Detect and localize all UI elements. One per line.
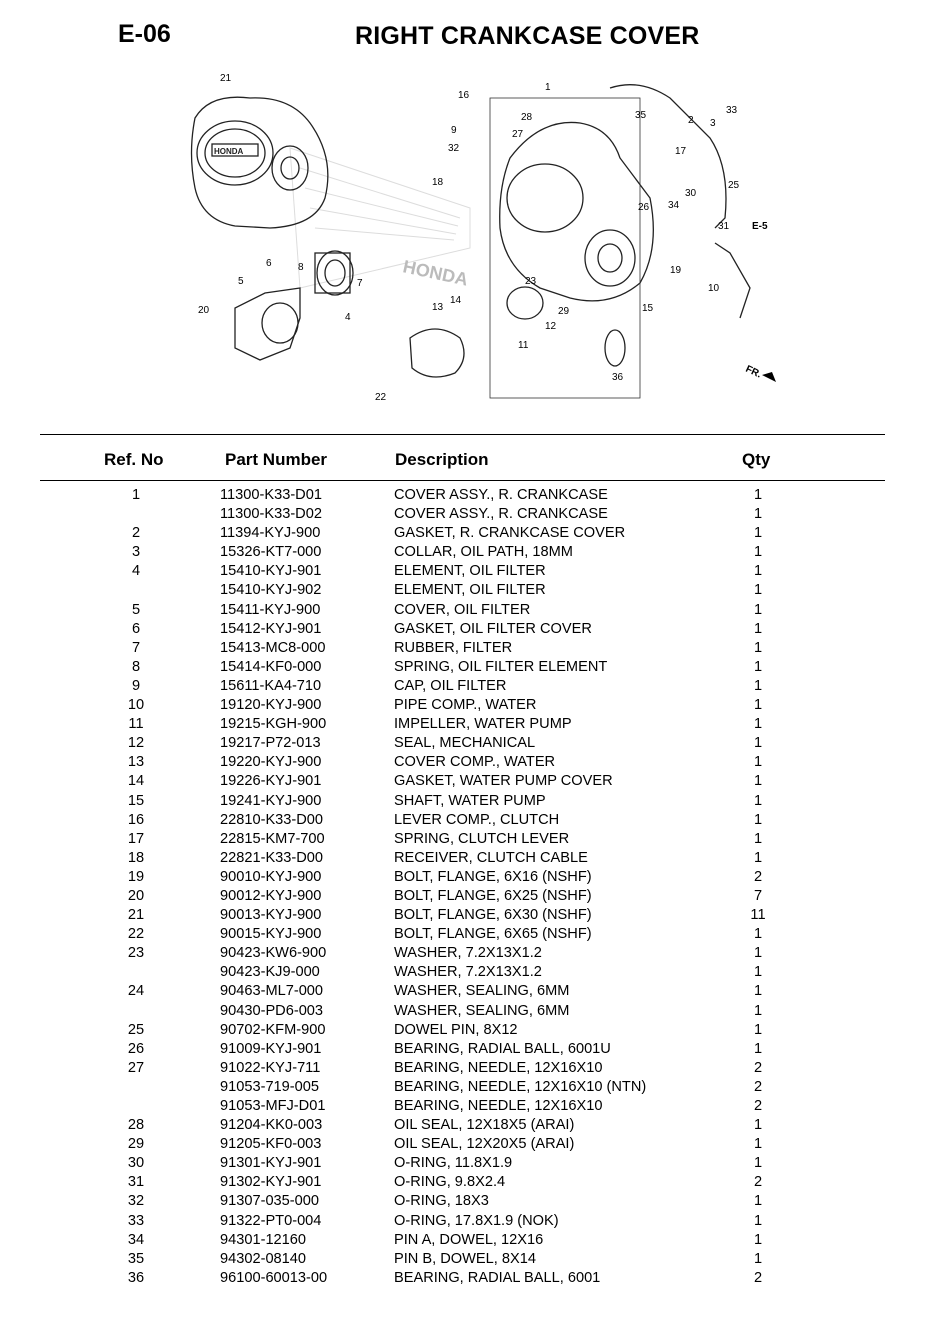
callout-18: 18 — [432, 177, 444, 188]
description-cell: WASHER, SEALING, 6MM — [394, 1002, 570, 1019]
callout-22: 22 — [375, 392, 387, 403]
column-header-qty: Qty — [742, 450, 771, 469]
part-number-cell: 91022-KYJ-711 — [220, 1059, 321, 1076]
ref-cell: 28 — [127, 1117, 145, 1134]
callout-26: 26 — [638, 202, 650, 213]
callout-1: 1 — [545, 82, 551, 93]
description-cell: COVER, OIL FILTER — [394, 601, 531, 618]
part-number-cell: 90013-KYJ-900 — [220, 907, 322, 924]
callout-2: 2 — [688, 115, 694, 126]
callout-8: 8 — [298, 262, 304, 273]
table-row — [0, 772, 933, 791]
ref-cell: 3 — [131, 544, 141, 561]
ref-cell: 33 — [127, 1212, 145, 1229]
part-number-cell: 94301-12160 — [220, 1231, 307, 1248]
crankcase-cover-drawing — [490, 98, 653, 398]
description-cell: GASKET, WATER PUMP COVER — [394, 773, 613, 790]
callout-13: 13 — [432, 302, 444, 313]
qty-cell: 1 — [753, 487, 763, 503]
qty-cell: 1 — [753, 506, 763, 523]
qty-cell: 2 — [753, 1269, 763, 1286]
callout-27: 27 — [512, 129, 524, 140]
description-cell: COVER COMP., WATER — [394, 754, 556, 771]
part-number-cell: 91302-KYJ-901 — [220, 1174, 322, 1191]
table-row — [0, 715, 933, 734]
description-cell: SHAFT, WATER PUMP — [394, 792, 546, 809]
description-cell: BEARING, RADIAL BALL, 6001 — [394, 1269, 601, 1286]
description-cell: GASKET, R. CRANKCASE COVER — [394, 525, 626, 542]
description-cell: PIN A, DOWEL, 12X16 — [394, 1231, 544, 1248]
callout-16: 16 — [458, 90, 470, 101]
part-number-cell: 22810-K33-D00 — [220, 811, 324, 828]
table-row — [0, 696, 933, 715]
part-number-cell: 91322-PT0-004 — [220, 1212, 322, 1229]
ref-cell: 22 — [127, 926, 145, 943]
description-cell: O-RING, 18X3 — [394, 1193, 489, 1210]
description-cell: PIN B, DOWEL, 8X14 — [394, 1250, 536, 1267]
ref-cell: 25 — [127, 1021, 145, 1038]
ref-cell: 7 — [131, 639, 141, 656]
part-number-cell: 11300-K33-D01 — [220, 487, 322, 503]
ref-cell: 30 — [127, 1155, 145, 1172]
table-row — [0, 1002, 933, 1021]
ref-cell: 2 — [131, 525, 141, 542]
callout-11: 11 — [518, 340, 529, 351]
description-cell: O-RING, 11.8X1.9 — [394, 1155, 513, 1172]
table-row — [0, 1078, 933, 1097]
ref-cell: 10 — [127, 697, 145, 714]
table-row — [0, 1250, 933, 1269]
qty-cell: 1 — [753, 601, 763, 618]
part-number-cell: 15414-KF0-000 — [220, 658, 322, 675]
part-number-cell: 19220-KYJ-900 — [220, 754, 322, 771]
part-number-cell: 15410-KYJ-901 — [220, 563, 322, 580]
ref-cell: 26 — [127, 1040, 145, 1057]
callout-17: 17 — [675, 146, 687, 157]
table-row — [0, 830, 933, 849]
qty-cell: 2 — [753, 1059, 763, 1076]
callout-32: 32 — [448, 143, 460, 154]
callout-31: 31 — [718, 221, 730, 232]
qty-cell: 1 — [753, 1136, 763, 1153]
description-cell: LEVER COMP., CLUTCH — [394, 811, 560, 828]
description-cell: SEAL, MECHANICAL — [394, 735, 536, 752]
ref-cell: 20 — [127, 887, 145, 904]
ref-cell: 12 — [127, 735, 145, 752]
description-cell: BOLT, FLANGE, 6X16 (NSHF) — [394, 868, 592, 885]
description-cell: CAP, OIL FILTER — [394, 677, 507, 694]
callout-15: 15 — [642, 303, 654, 314]
qty-cell: 1 — [753, 1155, 763, 1172]
ref-cell: 21 — [127, 907, 145, 924]
table-row — [0, 505, 933, 524]
ref-cell: 16 — [127, 811, 145, 828]
front-direction-arrow-icon — [762, 372, 776, 382]
description-cell: RUBBER, FILTER — [394, 639, 513, 656]
part-number-cell: 15413-MC8-000 — [220, 639, 326, 656]
qty-cell: 2 — [753, 868, 763, 885]
description-cell: IMPELLER, WATER PUMP — [394, 716, 572, 733]
description-cell: RECEIVER, CLUTCH CABLE — [394, 849, 588, 866]
description-cell: PIPE COMP., WATER — [394, 697, 537, 714]
ref-cell: 9 — [131, 677, 141, 694]
table-row — [0, 1116, 933, 1135]
table-top-rule — [40, 434, 885, 435]
ref-cell: 19 — [127, 868, 145, 885]
cover-brand-text: HONDA — [214, 147, 244, 156]
callout-3: 3 — [710, 118, 716, 129]
description-cell: O-RING, 17.8X1.9 (NOK) — [394, 1212, 559, 1229]
ref-cell: 6 — [131, 620, 141, 637]
qty-cell: 1 — [753, 983, 763, 1000]
table-row — [0, 753, 933, 772]
table-row — [0, 906, 933, 925]
ref-cell: 29 — [127, 1136, 145, 1153]
description-cell: BOLT, FLANGE, 6X65 (NSHF) — [394, 926, 592, 943]
qty-cell: 1 — [753, 926, 763, 943]
ref-cell: 31 — [127, 1174, 145, 1191]
part-number-cell: 90702-KFM-900 — [220, 1021, 326, 1038]
callout-34: 34 — [668, 200, 680, 211]
callout-14: 14 — [450, 295, 462, 306]
description-cell: BOLT, FLANGE, 6X30 (NSHF) — [394, 907, 592, 924]
description-cell: WASHER, 7.2X13X1.2 — [394, 964, 542, 981]
part-number-cell: 91053-MFJ-D01 — [220, 1098, 326, 1114]
description-cell: SPRING, CLUTCH LEVER — [394, 830, 570, 847]
qty-cell: 11 — [750, 907, 766, 924]
column-header-description: Description — [395, 450, 489, 469]
callout-25: 25 — [728, 180, 740, 191]
part-number-cell: 91205-KF0-003 — [220, 1136, 322, 1153]
callout-19: 19 — [670, 265, 682, 276]
description-cell: BEARING, NEEDLE, 12X16X10 — [394, 1059, 603, 1076]
part-number-cell: 19226-KYJ-901 — [220, 773, 322, 790]
callout-33: 33 — [726, 105, 738, 116]
ref-cell: 13 — [127, 754, 145, 771]
description-cell: COVER ASSY., R. CRANKCASE — [394, 487, 608, 503]
part-number-cell: 15611-KA4-710 — [220, 677, 322, 694]
table-row — [0, 562, 933, 581]
ref-cell: 5 — [131, 601, 141, 618]
part-number-cell: 90463-ML7-000 — [220, 983, 324, 1000]
part-number-cell: 90423-KW6-900 — [220, 945, 327, 962]
table-row — [0, 1269, 933, 1288]
table-row — [0, 620, 933, 639]
qty-cell: 1 — [753, 697, 763, 714]
part-number-cell: 96100-60013-00 — [220, 1269, 328, 1286]
part-number-cell: 15326-KT7-000 — [220, 544, 322, 561]
description-cell: BEARING, RADIAL BALL, 6001U — [394, 1040, 611, 1057]
ref-cell: 24 — [127, 983, 145, 1000]
table-row — [0, 1059, 933, 1078]
qty-cell: 1 — [753, 1040, 763, 1057]
part-number-cell: 90015-KYJ-900 — [220, 926, 322, 943]
table-row — [0, 1021, 933, 1040]
ref-cell: 17 — [127, 830, 145, 847]
description-cell: GASKET, OIL FILTER COVER — [394, 620, 592, 637]
table-header-rule — [40, 480, 885, 481]
callout-9: 9 — [451, 125, 457, 136]
part-number-cell: 94302-08140 — [220, 1250, 307, 1267]
qty-cell: 2 — [753, 1098, 763, 1114]
qty-cell: 1 — [753, 792, 763, 809]
qty-cell: 1 — [753, 830, 763, 847]
outer-cover-drawing — [192, 97, 328, 228]
callout-29: 29 — [558, 306, 570, 317]
description-cell: SPRING, OIL FILTER ELEMENT — [394, 658, 608, 675]
callout-6: 6 — [266, 258, 272, 269]
qty-cell: 1 — [753, 620, 763, 637]
ref-cell: 15 — [127, 792, 145, 809]
qty-cell: 1 — [753, 1250, 763, 1267]
qty-cell: 1 — [753, 563, 763, 580]
page-title: RIGHT CRANKCASE COVER — [355, 22, 700, 50]
qty-cell: 1 — [753, 1193, 763, 1210]
table-row — [0, 944, 933, 963]
ref-cell: 18 — [127, 849, 145, 866]
ref-cell: 1 — [131, 487, 141, 503]
table-row — [0, 601, 933, 620]
oil-filter-drawing — [235, 251, 353, 360]
page-code: E-06 — [118, 20, 171, 48]
table-row — [0, 963, 933, 982]
qty-cell: 1 — [753, 1231, 763, 1248]
column-header-ref: Ref. No — [104, 450, 164, 469]
ref-cell: 27 — [127, 1059, 145, 1076]
qty-cell: 1 — [753, 525, 763, 542]
qty-cell: 7 — [753, 887, 763, 904]
table-row — [0, 658, 933, 677]
qty-cell: 1 — [753, 754, 763, 771]
qty-cell: 1 — [753, 964, 763, 981]
description-cell: OIL SEAL, 12X18X5 (ARAI) — [394, 1117, 575, 1134]
table-row — [0, 811, 933, 830]
part-number-cell: 90010-KYJ-900 — [220, 868, 322, 885]
qty-cell: 1 — [753, 849, 763, 866]
table-row — [0, 1097, 933, 1116]
part-number-cell: 19215-KGH-900 — [220, 716, 327, 733]
qty-cell: 1 — [753, 735, 763, 752]
description-cell: ELEMENT, OIL FILTER — [394, 582, 546, 599]
table-row — [0, 734, 933, 753]
table-row — [0, 1212, 933, 1231]
description-cell: OIL SEAL, 12X20X5 (ARAI) — [394, 1136, 575, 1153]
ref-cell: 36 — [127, 1269, 145, 1286]
qty-cell: 1 — [753, 811, 763, 828]
part-number-cell: 90012-KYJ-900 — [220, 887, 322, 904]
callout-7: 7 — [357, 278, 363, 289]
qty-cell: 1 — [753, 1117, 763, 1134]
table-row — [0, 925, 933, 944]
qty-cell: 1 — [753, 658, 763, 675]
qty-cell: 1 — [753, 945, 763, 962]
part-number-cell: 19217-P72-013 — [220, 735, 321, 752]
table-row — [0, 1135, 933, 1154]
description-cell: DOWEL PIN, 8X12 — [394, 1021, 518, 1038]
part-number-cell: 90430-PD6-003 — [220, 1002, 324, 1019]
description-cell: BEARING, NEEDLE, 12X16X10 (NTN) — [394, 1078, 647, 1095]
reference-e5-label: E-5 — [752, 221, 768, 232]
table-row — [0, 486, 933, 505]
callout-10: 10 — [708, 283, 720, 294]
callout-36: 36 — [612, 372, 624, 383]
table-row — [0, 543, 933, 562]
table-row — [0, 868, 933, 887]
description-cell: BEARING, NEEDLE, 12X16X10 — [394, 1098, 603, 1114]
table-row — [0, 1192, 933, 1211]
part-number-cell: 15411-KYJ-900 — [220, 601, 321, 618]
callout-23: 23 — [525, 276, 537, 287]
description-cell: ELEMENT, OIL FILTER — [394, 563, 546, 580]
table-row — [0, 982, 933, 1001]
description-cell: BOLT, FLANGE, 6X25 (NSHF) — [394, 887, 592, 904]
part-number-cell: 11394-KYJ-900 — [220, 525, 321, 542]
callout-12: 12 — [545, 321, 557, 332]
callout-4: 4 — [345, 312, 351, 323]
part-number-cell: 19120-KYJ-900 — [220, 697, 322, 714]
ref-cell: 35 — [127, 1250, 145, 1267]
table-row — [0, 1040, 933, 1059]
ref-cell: 34 — [127, 1231, 145, 1248]
callout-5: 5 — [238, 276, 244, 287]
part-number-cell: 90423-KJ9-000 — [220, 964, 320, 981]
qty-cell: 1 — [753, 1212, 763, 1229]
table-row — [0, 1173, 933, 1192]
qty-cell: 1 — [753, 582, 763, 599]
description-cell: WASHER, 7.2X13X1.2 — [394, 945, 542, 962]
qty-cell: 1 — [753, 1021, 763, 1038]
description-cell: O-RING, 9.8X2.4 — [394, 1174, 506, 1191]
ref-cell: 4 — [131, 563, 141, 580]
water-pump-drawing — [410, 243, 750, 377]
qty-cell: 2 — [753, 1174, 763, 1191]
callout-28: 28 — [521, 112, 533, 123]
exploded-parts-diagram — [140, 48, 795, 410]
qty-cell: 1 — [753, 1002, 763, 1019]
table-row — [0, 849, 933, 868]
ref-cell: 23 — [127, 945, 145, 962]
table-row — [0, 677, 933, 696]
callout-20: 20 — [198, 305, 210, 316]
qty-cell: 1 — [753, 773, 763, 790]
part-number-cell: 91307-035-000 — [220, 1193, 319, 1210]
part-number-cell: 91204-KK0-003 — [220, 1117, 323, 1134]
qty-cell: 1 — [753, 639, 763, 656]
table-row — [0, 581, 933, 600]
part-number-cell: 91009-KYJ-901 — [220, 1040, 322, 1057]
part-number-cell: 19241-KYJ-900 — [220, 792, 322, 809]
part-number-cell: 15410-KYJ-902 — [220, 582, 322, 599]
part-number-cell: 91053-719-005 — [220, 1078, 319, 1095]
qty-cell: 1 — [753, 677, 763, 694]
callout-35: 35 — [635, 110, 647, 121]
ref-cell: 32 — [127, 1193, 145, 1210]
table-row — [0, 524, 933, 543]
ref-cell: 8 — [131, 658, 141, 675]
part-number-cell: 91301-KYJ-901 — [220, 1155, 322, 1172]
ref-cell: 11 — [128, 716, 144, 733]
description-cell: WASHER, SEALING, 6MM — [394, 983, 570, 1000]
table-row — [0, 639, 933, 658]
part-number-cell: 11300-K33-D02 — [220, 506, 322, 523]
description-cell: COLLAR, OIL PATH, 18MM — [394, 544, 573, 561]
table-row — [0, 1154, 933, 1173]
parts-table — [0, 486, 933, 1288]
watermark-brand-text: HONDA — [401, 256, 470, 290]
part-number-cell: 22821-K33-D00 — [220, 849, 324, 866]
description-cell: COVER ASSY., R. CRANKCASE — [394, 506, 608, 523]
qty-cell: 1 — [753, 716, 763, 733]
ref-cell: 14 — [127, 773, 145, 790]
part-number-cell: 22815-KM7-700 — [220, 830, 325, 847]
qty-cell: 1 — [753, 544, 763, 561]
callout-21: 21 — [220, 73, 232, 84]
front-direction-label: FR. — [743, 363, 763, 381]
table-row — [0, 792, 933, 811]
part-number-cell: 15412-KYJ-901 — [220, 620, 322, 637]
column-header-part-number: Part Number — [225, 450, 328, 469]
table-row — [0, 887, 933, 906]
table-row — [0, 1231, 933, 1250]
callout-30: 30 — [685, 188, 697, 199]
qty-cell: 2 — [753, 1078, 763, 1095]
